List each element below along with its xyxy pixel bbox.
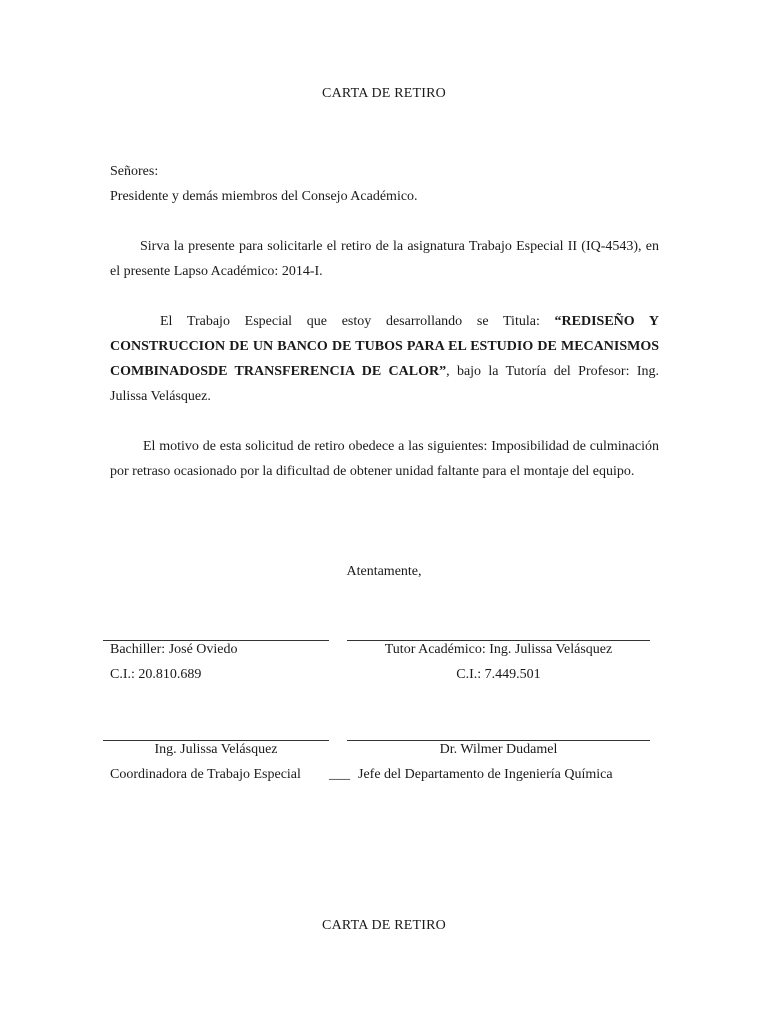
signature-separator: ___ [329, 767, 350, 782]
paragraph-request-text: Sirva la presente para solicitarle el retiro de la asignatura Trabajo Especial II (IQ-4543), en el presente Lapso Académico: 2014-I. [110, 239, 659, 279]
paragraph-project-title [110, 309, 659, 409]
coordinator-name: Ing. Julissa Velásquez [154, 742, 278, 757]
paragraph-project-rest: , bajo la Tutoría del Profesor: Ing. Julissa Velásquez. [110, 364, 659, 404]
page-title: CARTA DE RETIRO [322, 86, 446, 101]
department-head-role: Jefe del Departamento de Ingeniería Química [358, 767, 613, 782]
student-name: Bachiller: José Oviedo [110, 642, 238, 657]
salutation-recipients: Presidente y demás miembros del Consejo Académico. [110, 189, 418, 204]
tutor-id: C.I.: 7.449.501 [456, 667, 541, 682]
paragraph-reason [110, 434, 659, 484]
salutation [110, 159, 659, 209]
coordinator-role: Coordinadora de Trabajo Especial [110, 767, 301, 782]
paragraph-reason-text: El motivo de esta solicitud de retiro obedece a las siguientes: Imposibilidad de culminación por retraso ocasionado por la dificultad de obtener unidad faltante para el montaje del equipo. [110, 439, 659, 479]
closing-salutation: Atentamente, [346, 564, 422, 579]
department-head-name: Dr. Wilmer Dudamel [439, 742, 558, 757]
paragraph-project-intro: El Trabajo Especial que estoy desarrollando se Titula: [160, 314, 555, 329]
salutation-greeting: Señores: [110, 164, 159, 179]
student-id: C.I.: 20.810.689 [110, 667, 202, 682]
footer-title: CARTA DE RETIRO [322, 918, 446, 933]
project-title: “REDISEÑO Y CONSTRUCCION DE UN BANCO DE TUBOS PARA EL ESTUDIO DE MECANISMOS COMBINADOSDE TRANSFERENCIA DE CALOR” [110, 314, 659, 379]
tutor-name: Tutor Académico: Ing. Julissa Velásquez [384, 642, 613, 657]
paragraph-request [110, 234, 659, 284]
